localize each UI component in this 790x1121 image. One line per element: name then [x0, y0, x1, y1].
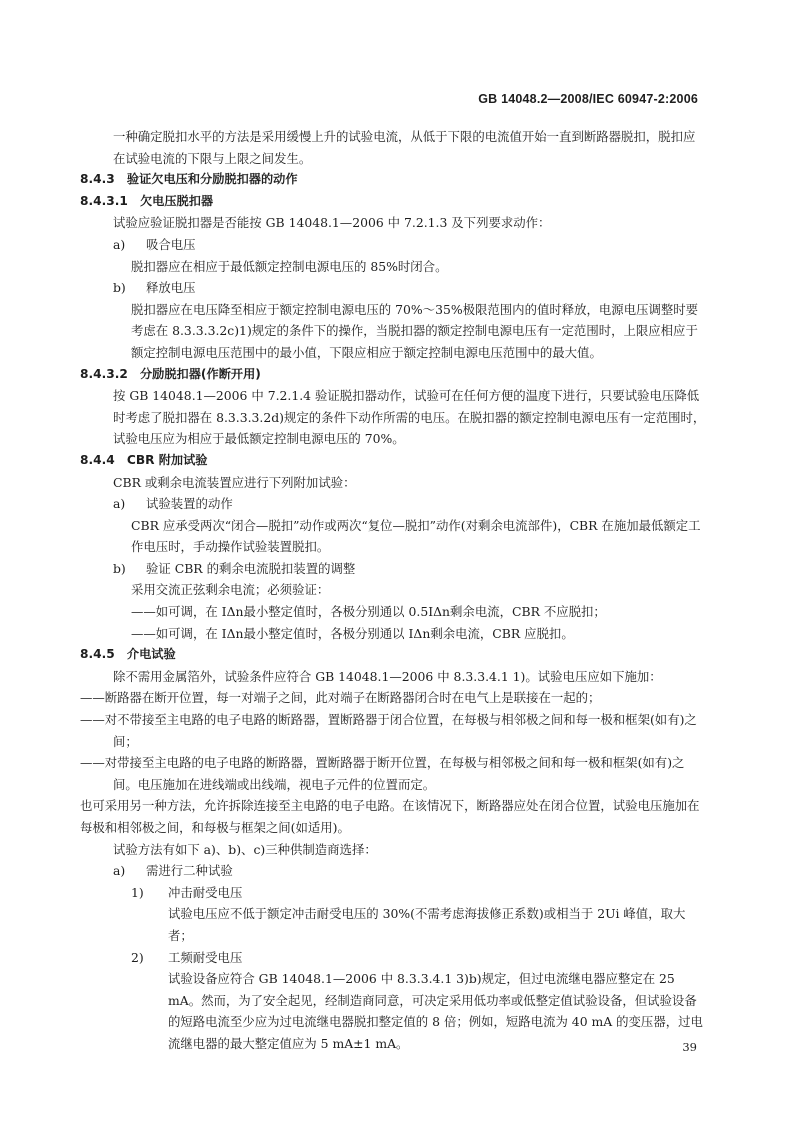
cbr-item-b-title: 验证 CBR 的剩余电流脱扣装置的调整	[146, 560, 356, 576]
dielectric-dash-item-1: ——断路器在断开位置，每一对端子之间，此对端子在断路器闭合时在电气上是联接在一起的；	[80, 690, 601, 706]
method-1-title-line	[80, 882, 706, 904]
methods-paragraph: 试验方法有如下 a)、b)、c)三种供制造商选择：	[113, 841, 377, 857]
section-8-4-3-2-paragraph: 按 GB 14048.1—2006 中 7.2.1.4 验证脱扣器动作，试验可在任何方便的温度下进行，只要试验电压降低时考虑了脱扣器在 8.3.3.3.2d)规定的条件下动作所需的电压。在脱扣器的额定控制电源电压有一定范围时，试验电压应为相应于最低额定控制电源电压的 70%。	[113, 388, 706, 447]
section-8-4-4-paragraph: CBR 或剩余电流装置应进行下列附加试验：	[113, 474, 356, 490]
cbr-dash-item-2: ——如可调，在 IΔn最小整定值时，各极分别通以 IΔn剩余电流，CBR 应脱扣。	[131, 625, 574, 641]
item-a-title-line	[80, 234, 706, 256]
cbr-item-b-title-line	[80, 558, 706, 580]
cbr-item-b-label: b)	[113, 560, 126, 576]
item-b-title: 释放电压	[146, 280, 196, 296]
alternative-method-paragraph: 也可采用另一种方法，允许拆除连接至主电路的电子电路。在该情况下，断路器应处在闭合位置，试验电压施加在每极和相邻极之间，和每极与框架之间(如适用)。	[80, 798, 700, 835]
section-8-4-5-paragraph: 除不需用金属箔外，试验条件应符合 GB 14048.1—2006 中 8.3.3.4.1 1)。试验电压应如下施加：	[113, 668, 662, 684]
method-a-title-line	[80, 860, 706, 882]
item-b-title-line	[80, 277, 706, 299]
section-8-4-4-heading: 8.4.4 CBR 附加试验	[80, 452, 208, 467]
method-1-text: 试验电压应不低于额定冲击耐受电压的 30%(不需考虑海拔修正系数)或相当于 2Ui 峰值，取大者；	[168, 906, 686, 943]
method-2-title-line	[80, 947, 706, 969]
section-8-4-3-2-heading: 8.4.3.2 分励脱扣器(作断开用)	[80, 366, 261, 381]
page-number: 39	[682, 1040, 697, 1054]
cbr-item-b-text: 采用交流正弦剩余电流；必须验证：	[131, 582, 330, 598]
method-a-label: a)	[113, 863, 126, 879]
intro-paragraph: 一种确定脱扣水平的方法是采用缓慢上升的试验电流，从低于下限的电流值开始一直到断路器脱扣，脱扣应在试验电流的下限与上限之间发生。	[113, 129, 696, 166]
dielectric-dash-item-2: ——对不带接至主电路的电子电路的断路器，置断路器于闭合位置，在每极与相邻极之间和每一极和框架(如有)之间；	[80, 712, 697, 749]
cbr-dash-item-1: ——如可调，在 IΔn最小整定值时，各极分别通以 0.5IΔn剩余电流，CBR 不应脱扣；	[131, 604, 606, 620]
item-a-text: 脱扣器应在相应于最低额定控制电源电压的 85%时闭合。	[131, 258, 448, 274]
method-1-label: 1)	[131, 884, 144, 900]
cbr-item-a-text: CBR 应承受两次“闭合—脱扣”动作或两次“复位—脱扣”动作(对剩余电流部件)，CBR 在施加最低额定工作电压时，手动操作试验装置脱扣。	[131, 517, 701, 555]
method-2-text: 试验设备应符合 GB 14048.1—2006 中 8.3.3.4.1 3)b)规定，但过电流继电器应整定在 25 mA。然而，为了安全起见，经制造商同意，可决定采用低功率或低整定值试验设备，但试验设备的短路电流至少应为过电流继电器脱扣整定值的 8 倍；例如，短路电流为 40 mA 的变压器，过电流继电器的最大整定值应为 5 mA±1 mA。	[168, 971, 703, 1051]
item-a-title: 吸合电压	[146, 236, 196, 252]
method-2-title: 工频耐受电压	[168, 949, 243, 965]
dielectric-dash-item-3: ——对带接至主电路的电子电路的断路器，置断路器于断开位置，在每极与相邻极之间和每一极和框架(如有)之间。电压施加在进线端或出线端，视电子元件的位置而定。	[80, 755, 685, 792]
method-2-label: 2)	[131, 949, 144, 965]
item-b-label: b)	[113, 280, 126, 296]
method-1-title: 冲击耐受电压	[168, 884, 243, 900]
cbr-item-a-label: a)	[113, 496, 126, 512]
page-content	[80, 126, 706, 1055]
cbr-item-a-title-line	[80, 493, 706, 515]
section-8-4-3-1-heading: 8.4.3.1 欠电压脱扣器	[80, 193, 214, 208]
cbr-item-a-title: 试验装置的动作	[146, 496, 233, 512]
section-8-4-3-heading: 8.4.3 验证欠电压和分励脱扣器的动作	[80, 172, 298, 187]
standard-header: GB 14048.2—2008/IEC 60947-2:2006	[478, 92, 698, 106]
section-8-4-5-heading: 8.4.5 介电试验	[80, 647, 176, 662]
item-b-text: 脱扣器应在电压降至相应于额定控制电源电压的 70%～35%极限范围内的值时释放，电源电压调整时要考虑在 8.3.3.3.2c)1)规定的条件下的操作，当脱扣器的额定控制电源电压有一定范围时，上限应相应于额定控制电源电压范围中的最小值，下限应相应于额定控制电源电压范围中的最大值。	[131, 301, 699, 360]
item-a-label: a)	[113, 236, 126, 252]
section-8-4-3-1-paragraph: 试验应验证脱扣器是否能按 GB 14048.1—2006 中 7.2.1.3 及下列要求动作：	[113, 215, 551, 231]
method-a-title: 需进行二种试验	[146, 863, 233, 879]
